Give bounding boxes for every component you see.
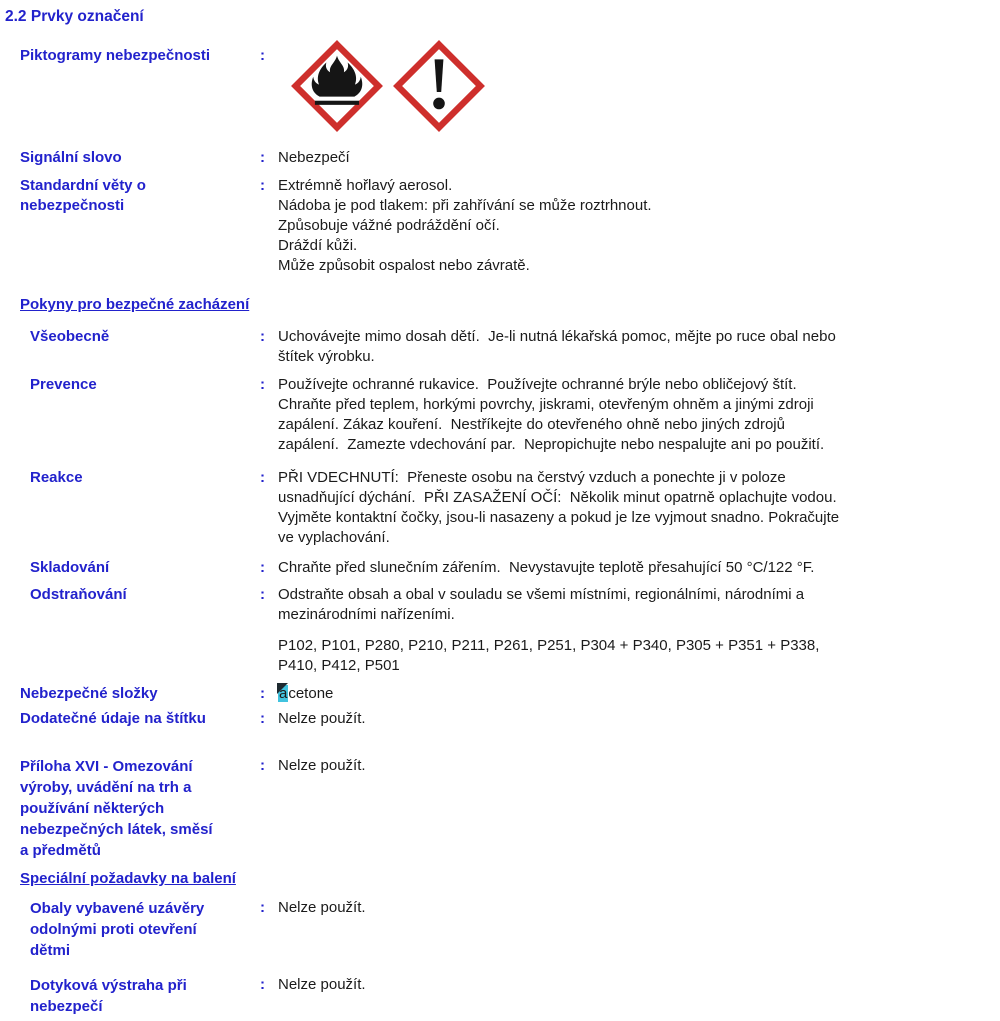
field-label: Reakce [30,469,83,486]
field-row-supplemental-label-info [20,709,988,729]
field-value: Používejte ochranné rukavice. Používejte ochranné brýle nebo obličejový štít. Chraňte před teplem, horkými povrchy, jiskrami, otevřeným ohněm a jinými zdroji zapálení. Zákaz kouření. Nestříkejte do otevřeného ohně nebo jiných zdrojů zapálení. Zamezte vdechování par. Nepropichujte nebo nespalujte ani po použití. [278,376,825,453]
field-value: Nelze použít. [278,757,366,774]
field-value: Nelze použít. [278,976,366,993]
field-colon: : [260,559,265,576]
field-row-response [30,468,988,548]
field-label: Standardní věty o nebezpečnosti [20,177,146,214]
precautionary-statements-heading: Pokyny pro bezpečné zacházení [20,296,250,313]
field-colon: : [260,685,265,702]
field-label: Příloha XVI - Omezování výroby, uvádění na trh a používání některých nebezpečných látek, směsí a předmětů [20,758,213,859]
field-label: Signální slovo [20,149,122,166]
field-row-tactile-warning [30,975,988,1017]
acetone-highlighted-letter: a [279,685,288,702]
field-value: Odstraňte obsah a obal v souladu se všemi místními, regionálními, národními a mezinárodními nařízeními. P102, P101, P280, P210, P211, P261, P251, P304 + P340, P305 + P351 + P338, P410, P412, P501 [278,585,988,676]
field-row-pictograms [20,46,988,132]
field-row-disposal [30,585,988,676]
field-label: Všeobecně [30,328,110,345]
field-colon: : [260,149,265,166]
acetone-text: cetone [288,685,334,702]
pictogram-strip [291,40,988,132]
field-colon: : [260,899,265,916]
field-row-prevention [30,375,988,455]
field-label: Dodatečné údaje na štítku [20,710,206,727]
section-title: 2.2 Prvky označení [5,8,144,25]
field-row-signal-word [20,148,988,168]
field-colon: : [260,586,265,603]
field-row-hazard-statements [20,176,988,276]
field-value: Uchovávejte mimo dosah dětí. Je-li nutná lékařská pomoc, mějte po ruce obal nebo štítek výrobku. [278,328,836,365]
field-label: Dotyková výstraha při nebezpečí [30,977,187,1015]
field-value: PŘI VDECHNUTÍ: Přeneste osobu na čerstvý vzduch a ponechte ji v poloze usnadňující dýchání. PŘI ZASAŽENÍ OČÍ: Několik minut opatrně oplachujte vodou. Vyjměte kontaktní čočky, jsou-li nasazeny a pokud je lze vyjmout snadno. Pokračujte ve vyplachování. [278,469,840,546]
field-row-general [30,327,988,367]
field-row-storage [30,558,988,578]
exclamation-mark-pictogram-icon [393,40,485,132]
field-colon: : [260,469,265,486]
field-label: Obaly vybavené uzávěry odolnými proti otevření dětmi [30,900,205,959]
field-value [278,684,988,704]
field-label: Skladování [30,559,110,576]
field-colon: : [260,47,265,64]
field-label: Piktogramy nebezpečnosti [20,47,211,64]
field-value: Nelze použít. [278,710,366,727]
special-packaging-heading: Speciální požadavky na balení [20,870,236,887]
p-codes-line: P102, P101, P280, P210, P211, P261, P251, P304 + P340, P305 + P351 + P338, [278,637,820,654]
field-row-annex-restrictions [20,756,988,861]
field-label: Nebezpečné složky [20,685,158,702]
field-colon: : [260,177,265,194]
field-value: Nebezpečí [278,149,350,166]
field-row-child-resistant-closures [30,898,988,961]
field-colon: : [260,976,265,993]
field-label: Prevence [30,376,97,393]
field-value: Extrémně hořlavý aerosol. Nádoba je pod tlakem: při zahřívání se může roztrhnout. Způsobuje vážné podráždění očí. Dráždí kůži. Může způsobit ospalost nebo závratě. [278,177,652,274]
field-colon: : [260,757,265,774]
field-colon: : [260,376,265,393]
field-label: Odstraňování [30,586,127,603]
field-colon: : [260,328,265,345]
p-codes-line: P410, P412, P501 [278,657,400,674]
flame-pictogram-icon [291,40,383,132]
field-colon: : [260,710,265,727]
field-value: Chraňte před slunečním zářením. Nevystavujte teplotě přesahující 50 °C/122 °F. [278,559,815,576]
field-value: Nelze použít. [278,899,366,916]
field-value [278,46,988,132]
field-row-hazardous-ingredients [20,684,988,704]
